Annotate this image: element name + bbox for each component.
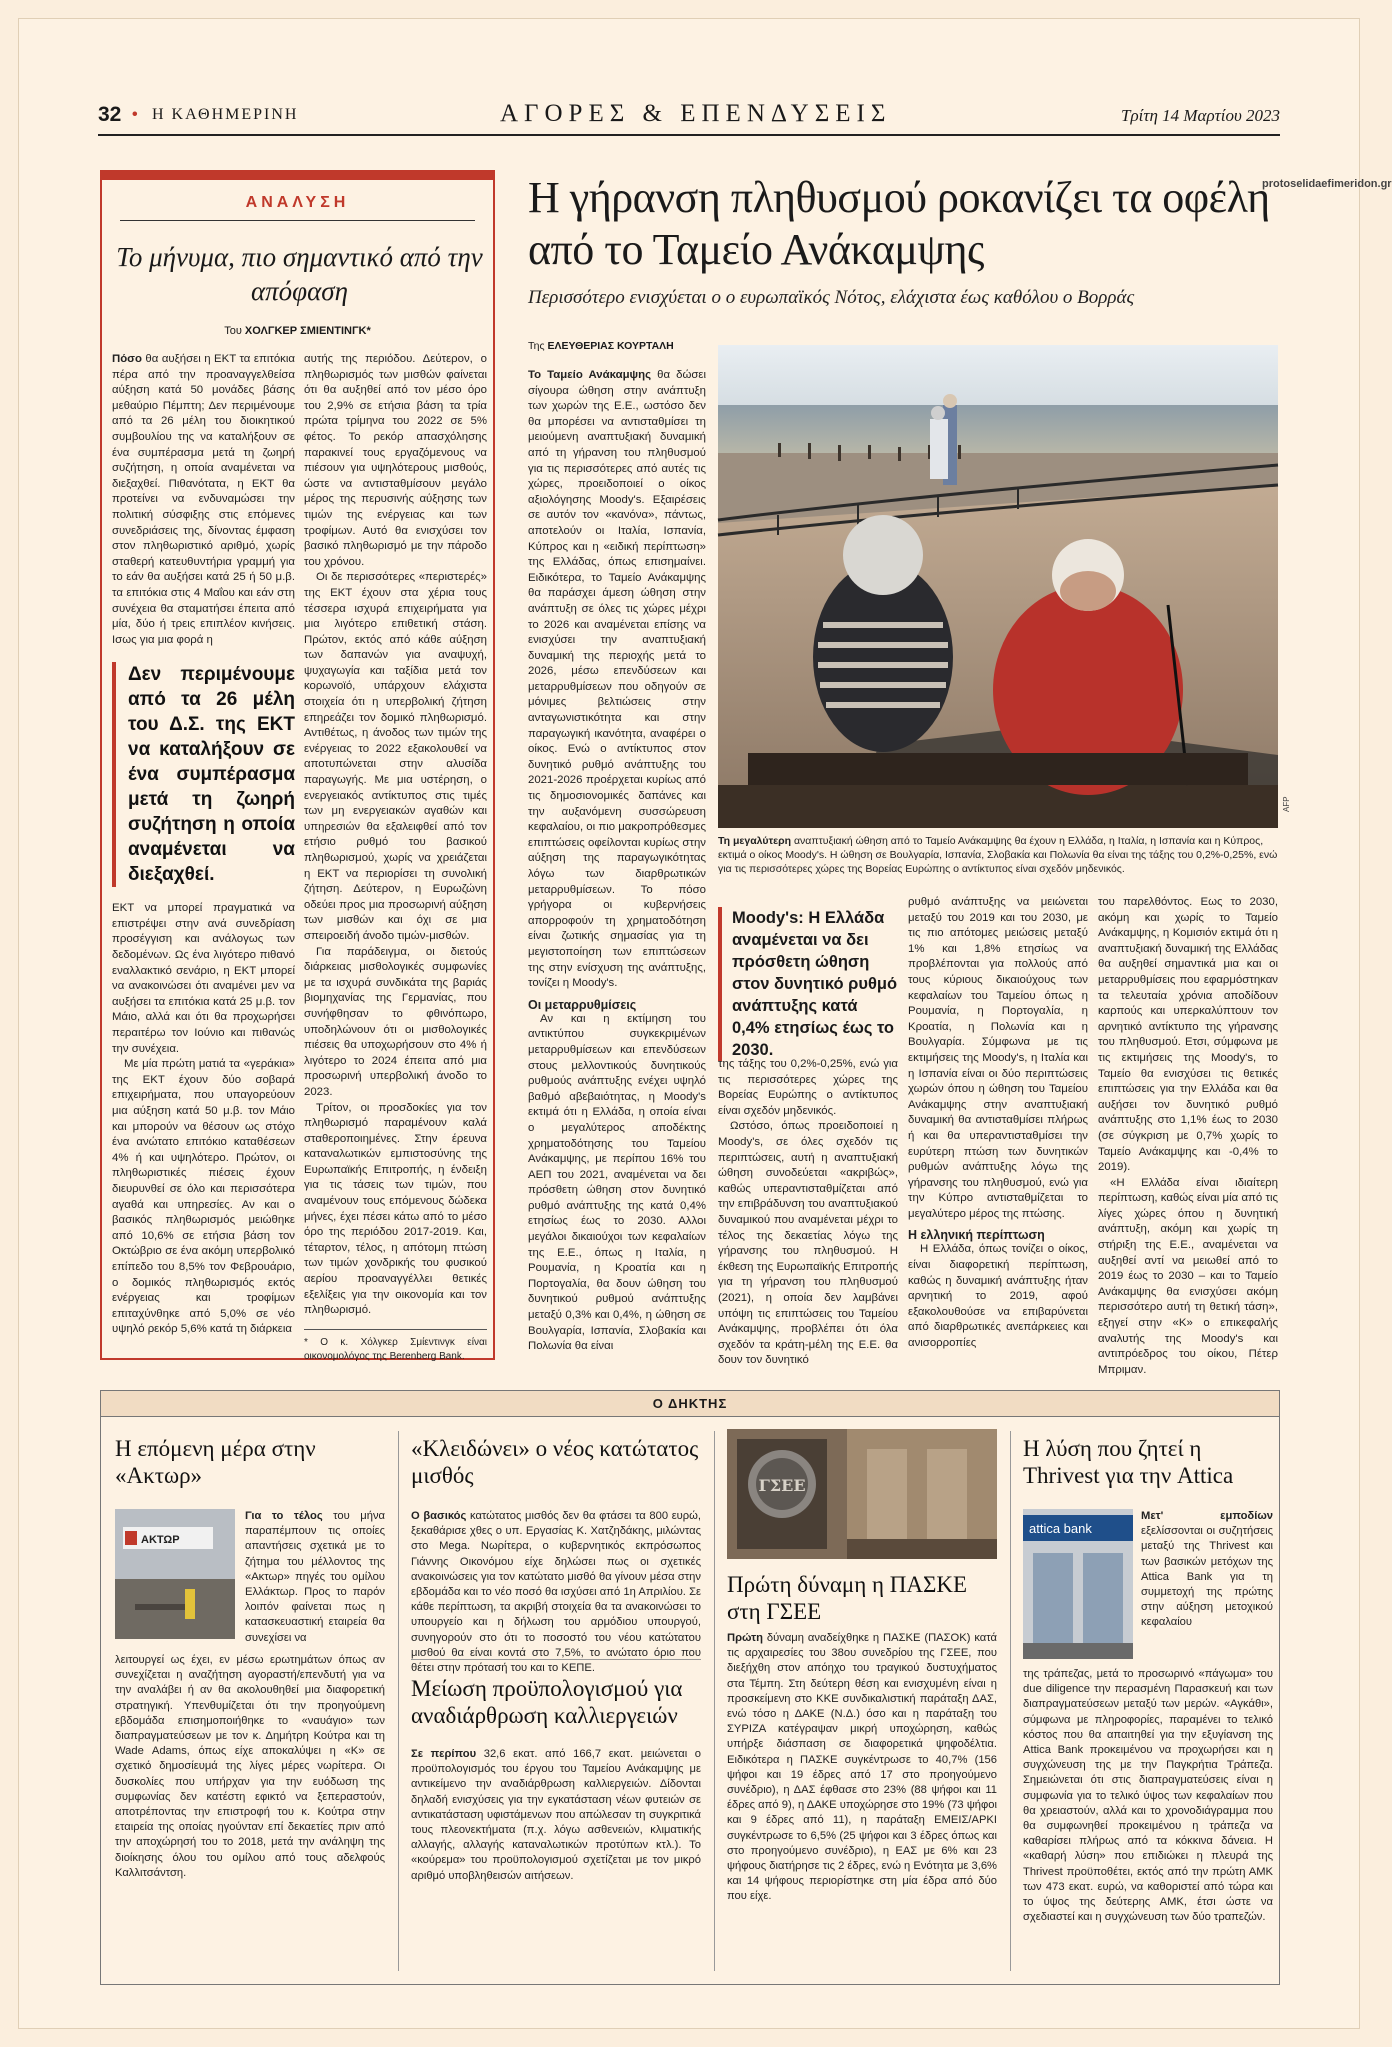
brief-attica-title: Η λύση που ζητεί η Thrivest για την Attica: [1023, 1436, 1234, 1488]
gsee-sign-text: ΓΣΕΕ: [758, 1476, 806, 1495]
analysis-lead: Πόσο: [112, 353, 142, 365]
source-watermark: protoselidaefimeridon.gr: [1262, 178, 1392, 190]
main-col-4: [1098, 895, 1278, 1378]
aktor-photo-image: [115, 1509, 235, 1639]
analysis-kicker: ΑΝΑΛΥΣΗ: [245, 194, 350, 211]
analysis-p4: αυτής της περιόδου. Δεύτερον, ο πληθωρισμός των μισθών φαίνεται ότι θα αυξηθεί από τον μέσο όρο του 2,9% σε ετήσια βάση τα τρία πρώτα τρίμηνα του 2022 σε 5% φέτος. Το ρεκόρ απασχόλησης παρακινεί τους εργαζόμενους να πιέσουν για υψηλότερους μισθούς, ώστε να αντισταθμίσουν μεγάλο μέρος της περυσινής αύξησης των τιμών της ενέργειας και των τροφίμων. Αυτό θα ενισχύσει τον βασικό πληθωρισμό με την πάροδο του χρόνου.: [304, 353, 487, 568]
analysis-title: Το μήνυμα, πιο σημαντικό από την απόφαση: [116, 242, 483, 306]
subhead-reforms: Οι μεταρρυθμίσεις: [528, 997, 637, 1012]
attica-logo: attica bank: [1029, 1521, 1092, 1536]
byline-prefix: Της: [528, 340, 548, 352]
brief-aktor-text-b: λειτουργεί ως έχει, εν μέσω ερωτημάτων όπως αν συνεχίζεται η αναζήτηση αγοραστή/επενδυτή για να την αναλάβει ή αν θα ακολουθηθεί μια διαφορετική στρατηγική. Υπενθυμίζεται ότι την προηγούμενη εβδομάδα επισημοποιήθηκε το «ναυάγιο» των διαπραγματεύσεων με τον κ. Δημήτρη Κούτρα και τη Wade Adams, όπως είχε αποκαλύψει η «Κ» σε σχετικό δημοσίευμά της λίγες μέρες νωρίτερα. Οι δυσκολίες που υπήρχαν για την ευόδωση της συμφωνίας δεν κατέστη εφικτό να ξεπεραστούν, αποτρέποντας την επιστροφή του κ. Κούτρα στην εταιρεία της οποίας ηγούνταν επί δεκαετίες πριν από την αποχώρησή του το 2018, μετά την ανάληψη της διοίκησης όλου του ομίλου από τους αδελφούς Καλλιτσάντση.: [115, 1654, 385, 1879]
main-col-2: [718, 1057, 898, 1369]
analysis-p7: Τρίτον, οι προσδοκίες για τον πληθωρισμό παραμένουν καλά σταθεροποιημένες. Στην έρευνα καταναλωτικών εμπιστοσύνης της Ευρωπαϊκής Επιτροπής, η ένδειξη για τις τάσεις των τιμών, που αναμένουν τους επόμενους δώδεκα μήνες, έχει πέσει κάτω από το μέσο όρο της περιόδου 2017-2019. Και, τέταρτον, τέλος, η απότομη πτώση των τιμών χονδρικής του φυσικού αερίου προαναγγέλλει θετικές εξελίξεις για την οικονομία και τον πληθωρισμό.: [304, 1101, 487, 1317]
header-bullet: •: [132, 106, 138, 123]
attica-photo: [1023, 1509, 1133, 1659]
byline-author: ΕΛΕΥΘΕΡΙΑΣ ΚΟΥΡΤΑΛΗ: [547, 340, 674, 352]
photo-credit: AFP: [1282, 796, 1291, 812]
analysis-col-1: [112, 352, 295, 1338]
brief-gsee-body: δύναμη αναδείχθηκε η ΠΑΣΚΕ (ΠΑΣΟΚ) κατά τις αρχαιρεσίες του 38ου συνεδρίου της ΓΣΕΕ, που διεξήχθη στον απόηχο του τραγικού δυστυχήματος στα Τέμπη. Στη δεύτερη θέση και ενισχυμένη είναι η προσκείμενη στο ΚΚΕ συνδικαλιστική παράταξη ΔΑΣ, ενώ τόσο η ΔΑΚΕ (Ν.Δ.) όσο και η παράταξη του ΣΥΡΙΖΑ κατέγραψαν μικρή υποχώρηση, καθώς υπήρξε διάσπαση σε διαφορετικά ψηφοδέλτια. Ειδικότερα η ΠΑΣΚΕ συγκέντρωσε το 40,7% (156 ψήφοι και 19 έδρες από 17 στο προηγούμενο συνέδριο), η ΔΑΣ έφθασε στο 23% (88 ψήφοι και 11 έδρες από 9), η ΔΑΚΕ υποχώρησε στο 19% (73 ψήφοι και 9 έδρες από 11), η παράταξη ΕΜΕΙΣ/ΑΡΚΙ συγκέντρωσε το 6,5% (25 ψήφοι και 3 έδρες όπως και στο προηγούμενο συνέδριο), η ΕΑΣ με 6% και 23 ψήφους διατήρησε τις 2 έδρες, ενώ η Ενότητα με 3,6% και 14 ψήφους περιορίστηκε στη μία έδρα από δύο που είχε.: [727, 1632, 998, 1903]
analysis-p1: θα αυξήσει η ΕΚΤ τα επιτόκια πέρα από την προαναγγελθείσα αύξηση κατά 50 μονάδες βάσης μεθαύριο Πέμπτη; Δεν περιμένουμε από τα 26 μέλη του διοικητικού συμβουλίου της να καταλήξουν σε ένα συμπέρασμα μετά τη ζωηρή συζήτηση, η οποία αναμένεται να διεξαχθεί. Πιθανότατα, η ΕΚΤ θα προτείνει να ενδυναμώσει την πολιτική σύσφιξης στις επόμενες συνεδριάσεις της, δίνοντας έμφαση στον πληθωριστικό αριθμό, χωρίς σταθερή κατευθυντήρια γραμμή για το εάν θα αυξήσει κατά 25 ή 50 μ.β. τα επιτόκια στις 4 Μαΐου και εάν στη συνέχεια θα σταματήσει έπειτα από μία, δύο ή τρεις επιπλέον κινήσεις. Ισως για μια φορά η: [112, 353, 295, 646]
section-title: ΑΓΟΡΕΣ & ΕΠΕΝΔΥΣΕΙΣ: [500, 100, 892, 127]
brief-wage-text: [411, 1509, 701, 1676]
attica-photo-image: [1023, 1509, 1133, 1659]
analysis-p3: Με μία πρώτη ματιά τα «γεράκια» της ΕΚΤ έχουν δύο σοβαρά επιχειρήματα, που υπαγορεύουν μια αύξηση κατά 50 μ.β. τον Μάιο και μπορούν να θέσουν ως στόχο ένα ανώτατο επιτόκιο καταθέσεων 4% ή και υψηλότερο. Πρώτον, οι πληθωριστικές πιέσεις έχουν διευρυνθεί σε όλο και περισσότερα αγαθά και υπηρεσίες. Αν και ο βασικός πληθωρισμός μειώθηκε από 10,6% σε ετήσια βάση τον Οκτώβριο σε ένα ακόμη υπερβολικό επίπεδο του 8,5% τον Φεβρουάριο, ο δομικός πληθωρισμός εκτός ενέργειας και τροφίμων επιταχύνθηκε από 5,0% σε νέο υψηλό ρεκόρ 5,6% κατά τη διάρκεια: [112, 1058, 295, 1336]
analysis-p5: Οι δε περισσότερες «περιστερές» της ΕΚΤ έχουν στα χέρια τους τέσσερα ισχυρά επιχειρήματα για μια λιγότερο επιθετική στάση. Πρώτον, εκτός από κάθε αύξηση των δαπανών για αναψυχή, ψυχαγωγία και ταξίδια μετά τον κορωνοϊό, υπάρχουν ελάχιστα στοιχεία ότι η υπερβολική ζήτηση επηρεάζει τον δομικό πληθωρισμό. Αντιθέτως, η άνοδος των τιμών της ενέργειας το 2022 εξακολουθεί να αποτυπώνεται στην αλυσίδα παραγωγής. Με μια υστέρηση, ο ενεργειακός αντίκτυπος στις τιμές των μη ενεργειακών αγαθών και υπηρεσιών θα εξαλειφθεί από τον ετήσιο ρυθμό του βασικού πληθωρισμού, χωρίς να χρειάζεται η ΕΚΤ να περιορίσει τη συνολική ζήτηση. Δεύτερον, η Ευρωζώνη οδεύει προς μια προσωρινή αύξηση των μισθών και όχι σε μια σπειροειδή άνοδο τιμών-μισθών.: [304, 571, 487, 942]
main-p8: «Η Ελλάδα είναι ιδιαίτερη περίπτωση, καθώς είναι μία από τις λίγες χώρες όπου η δυνητική ανάπτυξη, ακόμη και χωρίς τη στήριξη της Ε.Ε., αναμένεται να αυξηθεί αντί να μειωθεί από το 2019 έως το 2030 – και το Ταμείο Ανάκαμψης θα ενισχύσει ακόμη περισσότερο αυτή τη θετική τάση», εξηγεί στην «Κ» ο επικεφαλής αναλυτής της Moody's και αντιπρόεδρος του οίκου, Πέτερ Μπριμαν.: [1098, 1176, 1278, 1376]
brief-gsee-title: Πρώτη δύναμη η ΠΑΣΚΕ στη ΓΣΕΕ: [727, 1572, 968, 1624]
brief-aktor-title: Η επόμενη μέρα στην «Ακτωρ»: [115, 1436, 316, 1488]
brief-attica-text-a: [1141, 1509, 1273, 1631]
analysis-pull-quote: Δεν περιμένουμε από τα 26 μέλη του Δ.Σ. της ΕΚΤ να καταλήξουν σε ένα συμπέρασμα μετά τη ζωηρή συζήτηση η οποία αναμένεται να διεξαχθεί.: [112, 662, 295, 887]
main-lead: Το Ταμείο Ανάκαμψης: [528, 369, 652, 381]
main-p2: Αν και η εκτίμηση του αντικτύπου συγκεκριμένων μεταρρυθμίσεων και επενδύσεων στους μελλοντικούς δυνητικούς ρυθμούς ανάπτυξης ενέχει υψηλό βαθμό αβεβαιότητας, η Moody's εκτιμά ότι η Ελλάδα, η οποία είναι ο μεγαλύτερος αποδέκτης χρηματοδότησης του Ταμείου Ανάκαμψης, με περίπου 16% του ΑΕΠ του 2021, αναμένεται να δει πρόσθετη ώθηση στον δυνητικό ρυθμό ανάπτυξης της κατά 0,4% ετησίως έως το 2030. Αλλοι μεγάλοι δικαιούχοι των κεφαλαίων της Ε.Ε., όπως η Ιταλία, η Ρουμανία, η Κροατία και η Πορτογαλία, θα δουν ώθηση του δυνητικού ρυθμού ανάπτυξης μεταξύ 0,3% και 0,4%, η ώθηση σε Βουλγαρία, Ισπανία, Σλοβακία και Πολωνία θα είναι: [528, 1012, 706, 1353]
aktor-logo: ΑΚΤΩΡ: [141, 1534, 180, 1546]
main-col-3: [908, 895, 1088, 1352]
dektis-box: [100, 1390, 1280, 1985]
brief-aktor-lead: Για το τέλος: [245, 1510, 323, 1522]
brief-wage-body: κατώτατος μισθός δεν θα φτάσει τα 800 ευρώ, ξεκαθάρισε χθες ο υπ. Εργασίας Κ. Χατζηδάκης, μιλώντας στο Mega. Νωρίτερα, ο κυβερνητικός εκπρόσωπος Γιάννης Οικονόμου είχε δηλώσει πως οι σχετικές ανακοινώσεις για τον κατώτατο μισθό θα γίνουν μέσα στην εβδομάδα και το νέο ποσό θα ισχύσει από 1η Απριλίου. Σε κάθε περίπτωση, τα ακριβή στοιχεία θα τα ανακοινώσει το υπουργείο και η δήλωση του αρμόδιου υπουργού, συνηγορούν στο ότι το ποσοστό του νέου κατώτατου μισθού θα είναι κοντά στο 7,5%, το ανώτατο όριο που θέτει στην πρότασή του και το ΚΕΠΕ.: [411, 1510, 702, 1675]
caption-text: αναπτυξιακή ώθηση από το Ταμείο Ανάκαμψης θα έχουν η Ελλάδα, η Ιταλία, η Ισπανία και η Κύπρος, εκτιμά ο οίκος Moody's. Η ώθηση σε Βουλγαρία, Ισπανία, Σλοβακία και Πολωνία θα είναι της τάξης του 0,2%-0,25%, ενώ για τις περισσότερες χώρες της Βορείας Ευρώπης ο αντίκτυπος είναι σχεδόν μηδενικός.: [718, 835, 1278, 875]
main-pull-quote: Moody's: Η Ελλάδα αναμένεται να δει πρόσθετη ώθηση στον δυνητικό ρυθμό ανάπτυξης κατά 0,4% ετησίως έως το 2030.: [718, 907, 898, 1061]
gsee-photo-image: [727, 1429, 997, 1559]
main-p6: Η Ελλάδα, όπως τονίζει ο οίκος, είναι διαφορετική περίπτωση, καθώς η δυναμική ανάπτυξης ήταν αρνητική το 2019, αφού εξακολουθούσε να επιβαρύνεται από διαρθρωτικές ανεπάρκειες και ανισορροπίες: [908, 1243, 1088, 1350]
brief-gsee-lead: Πρώτη: [727, 1632, 763, 1644]
analysis-footnote: * Ο κ. Χόλγκερ Σμίεντινγκ είναι οικονομολόγος της Berenberg Bank.: [304, 1336, 487, 1362]
analysis-p2: ΕΚΤ να μπορεί πραγματικά να επιστρέψει στην ανά συνεδρίαση προσέγγιση και ανάλογως των δεδομένων. Ως ένα λιγότερο πιθανό εναλλακτικό σενάριο, η ΕΚΤ μπορεί να ανακοινώσει ότι αναμένει μεν να αυξήσει τα επιτόκια κατά 25 μ.β. τον Μάιο, αλλά και ότι θα προχωρήσει περαιτέρω τον Ιούνιο και πιθανώς την συνέχεια.: [112, 902, 295, 1055]
main-p4: Ωστόσο, όπως προειδοποιεί η Moody's, σε όλες σχεδόν τις περιπτώσεις, αυτή η αναπτυξιακή ώθηση συνοδεύεται «ακριβώς», καθώς υπεραντισταθμίζεται από την επιβράδυνση του αναπτυξιακού δυναμικού που αναμένεται μέχρι το τέλος της δεκαετίας λόγω της γήρανσης του πληθυσμού. Η έκθεση της Ευρωπαϊκής Επιτροπής για τη γήρανση του πληθυσμού (2021), η οποία δεν λαμβάνει υπόψη τις επιπτώσεις του Ταμείου Ανάκαμψης, προβλέπει ότι όλα σχεδόν τα κράτη-μέλη της Ε.Ε. θα δουν τον δυνητικό: [718, 1120, 898, 1367]
dektis-divider-1: [398, 1431, 399, 1971]
byline-author: ΧΟΛΓΚΕΡ ΣΜΙΕΝΤΙΝΓΚ*: [244, 325, 371, 337]
footnote-rule: [304, 1329, 487, 1330]
brief-wage-title: «Κλειδώνει» ο νέος κατώτατος μισθός: [411, 1436, 699, 1488]
main-p1: θα δώσει σίγουρα ώθηση στην ανάπτυξη των χωρών της Ε.Ε., ωστόσο δεν θα μπορέσει να αντισταθμίσει τη μειούμενη αναπτυξιακή δυναμική από τη γήρανση του πληθυσμού για τις περισσότερες από αυτές τις χώρες, προειδοποιεί ο οίκος αξιολόγησης Moody's. Εξαιρέσεις σε αυτόν τον «κανόνα», πάντως, αποτελούν οι Ιταλία, Ισπανία, Κύπρος και η «ειδική περίπτωση» της Ελλάδας, όπως επισημαίνει. Ειδικότερα, το Ταμείο Ανάκαμψης θα παράσχει άμεση ώθηση στην ανάπτυξη σε όλες τις χώρες μέχρι το 2026 και αναμένεται επίσης να ενισχύσει την αναπτυξιακή δυναμική της περιοχής μετά το 2026, μέσω επενδύσεων και μεταρρυθμίσεων που οδηγούν σε μόνιμες βελτιώσεις στην ανταγωνιστικότητα και στην παραγωγική ικανότητα, αναφέρει ο οίκος. Ενώ ο αντίκτυπος στον δυνητικό ρυθμό ανάπτυξης του 2021-2026 προέρχεται κυρίως από τις δημοσιονομικές δαπάνες και την αυξανόμενη συσσώρευση κεφαλαίου, οι πιο μακροπρόθεσμες επιπτώσεις οφείλονται κυρίως στην αύξηση της παραγωγικότητας λόγω των διαρθρωτικών μεταρρυθμίσεων. Το πόσο γρήγορα οι κυβερνήσεις απορροφούν τη χρηματοδότηση είναι ζωτικής σημασίας για τη μεγιστοποίηση των επιπτώσεων της στην ενίσχυση της ανάπτυξης, τονίζει η Moody's.: [528, 369, 707, 990]
brief-aktor-body-a: του μήνα παραπέμπουν τις οποίες απαντήσεις σχετικά με το ζήτημα του μέλλοντος της «Ακτωρ» πηγές του ομίλου Ελλάκτωρ. Προς το παρόν λοιπόν φαίνεται πως η κατασκευαστική εταιρεία θα συνεχίσει να: [245, 1510, 385, 1644]
byline-prefix: Του: [224, 325, 245, 337]
dektis-divider-3: [1010, 1431, 1011, 1971]
issue-date: Τρίτη 14 Μαρτίου 2023: [1121, 106, 1280, 125]
seniors-photo: [718, 345, 1278, 828]
dektis-divider-2: [714, 1431, 715, 1971]
gsee-photo: [727, 1429, 997, 1559]
photo-caption: [718, 834, 1278, 876]
brief-aktor-text-a: [245, 1509, 385, 1646]
page-number: 32: [98, 103, 122, 126]
brief-gsee-text: [727, 1631, 997, 1905]
aktor-photo: [115, 1509, 235, 1639]
brief-attica-lead: Μετ' εμποδίων: [1141, 1510, 1273, 1522]
analysis-col-2: [304, 352, 487, 1364]
main-p5: ρυθμό ανάπτυξης να μειώνεται μεταξύ του 2019 και του 2030, με τις πιο απότομες μειώσεις μεταξύ 1% και 1,8% ετησίως να προβλέπονται για πολλούς από τους κύριους δικαιούχους των κεφαλαίων του Ταμείου όπως η Ρουμανία, η Πορτογαλία, η Κροατία, η Πολωνία και η Βουλγαρία. Σύμφωνα με τις εκτιμήσεις της Moody's, η Ιταλία και η Ισπανία είναι οι δύο περιπτώσεις χωρών όπου η ώθηση του Ταμείου Ανάκαμψης στην αναπτυξιακή δυναμική θα αντισταθμίσει πλήρως ή και θα υπεραντισταθμίσει την ευρύτερη πτώση των δυνητικών ρυθμών ανάπτυξης λόγω της γήρανσης του πληθυσμού, ενώ για την Κύπρο αντισταθμίζεται το μεγαλύτερο μέρος της πτώσης.: [908, 896, 1088, 1220]
header-rule: [98, 134, 1280, 136]
analysis-p6: Για παράδειγμα, οι διετούς διάρκειας μισθολογικές συμφωνίες με τα ισχυρά συνδικάτα της βαριάς βιομηχανίας της Γερμανίας, που συνήφθησαν το φθινόπωρο, υποδηλώνουν ότι οι μισθολογικές πιέσεις θα υποχωρήσουν στο 4% ή λιγότερο το 2024 έπειτα από μια προσωρινή υπερβολική άνοδο το 2023.: [304, 945, 487, 1098]
brief-attica-body-a: εξελίσσονται οι συζητήσεις μεταξύ της Thrivest και των βασικών μετόχων της Attica Bank για τη συμμετοχή της πρώτης στην αύξηση μετοχικού κεφαλαίου: [1141, 1525, 1273, 1629]
brief-crops-body: 32,6 εκατ. από 166,7 εκατ. μειώνεται ο προϋπολογισμός του έργου του Ταμείου Ανάκαμψης με αντικείμενο την αναδιάρθρωση καλλιεργειών. Δίδονται δηλαδή ενισχύσεις για την εγκατάσταση νέων φυτειών σε αντικατάσταση υφιστάμενων που απώλεσαν τη συγκριτικά τους πλεονεκτήματα (π.χ. λόγω ασθενειών, κλιματικής αλλαγής, αλλαγής καταναλωτικών προτύπων κτλ.). Το «κούρεμα» του προϋπολογισμού σχετίζεται με τον μικρό αριθμό υποβληθεισών αιτήσεων.: [411, 1748, 701, 1882]
dektis-header: Ο ΔΗΚΤΗΣ: [101, 1391, 1279, 1417]
kicker-rule: [120, 220, 475, 221]
newspaper-name: Η ΚΑΘΗΜΕΡΙΝΗ: [152, 106, 299, 123]
brief-wage-lead: Ο βασικός: [411, 1510, 467, 1522]
dektis-hrule: [411, 1659, 701, 1660]
main-col-1: [528, 368, 706, 1355]
main-p3: της τάξης του 0,2%-0,25%, ενώ για τις περισσότερες χώρες της Βορείας Ευρώπης ο αντίκτυπος είναι σχεδόν μηδενικός.: [718, 1058, 898, 1117]
analysis-byline: [102, 325, 493, 337]
main-p7: του παρελθόντος. Εως το 2030, ακόμη και χωρίς το Ταμείο Ανάκαμψης, η Κομισιόν εκτιμά ότι η αναπτυξιακή δυναμική της Ελλάδας θα αυξηθεί σημαντικά μια και οι μεταρρυθμίσεις που εφαρμόστηκαν τα τελευταία χρόνια αποδίδουν καρπούς και υπερκαλύπτουν τον αρνητικό αντίκτυπο της γήρανσης του πληθυσμού. Ετσι, σύμφωνα με τις εκτιμήσεις της Moody's, το Ταμείο θα ενισχύσει τις θετικές επιπτώσεις για την Ελλάδα και θα αυξήσει τον δυνητικό ρυθμό ανάπτυξης στο 1,1% έως το 2030 (σε σύγκριση με 0,7% χωρίς το Ταμείο Ανάκαμψης και -0,4% το 2019).: [1098, 896, 1278, 1174]
brief-crops-lead: Σε περίπου: [411, 1748, 477, 1760]
brief-crops-title: Μείωση προϋπολογισμού για αναδιάρθρωση καλλιεργειών: [411, 1676, 683, 1728]
main-headline: Η γήρανση πληθυσμού ροκανίζει τα οφέλη από το Ταμείο Ανάκαμψης: [528, 173, 1270, 274]
main-byline: [528, 340, 674, 352]
subhead-greek-case: Η ελληνική περίπτωση: [908, 1228, 1045, 1243]
analysis-box: [100, 170, 495, 1360]
seniors-photo-image: [718, 345, 1278, 828]
brief-crops-text: [411, 1747, 701, 1884]
caption-lead: Τη μεγαλύτερη: [718, 835, 792, 847]
brief-attica-text-b: της τράπεζας, μετά το προσωρινό «πάγωμα» του due diligence την περασμένη Παρασκευή και των διαπραγματεύσεων μεταξύ των μερών. «Αγκάθι», σύμφωνα με πληροφορίες, παραμένει το τελικό κόστος που θα απαιτηθεί για την εξυγίανση της Attica Bank προκειμένου να προχωρήσει και η συγχώνευση της με την Παγκρήτια Τράπεζα. Σημειώνεται ότι στις διαπραγματεύσεις είναι η συμφωνία για το τελικό ύψος των κεφαλαίων που θα χρειαστούν, αλλά και το χρονοδιάγραμμα που θα συμφωνηθεί προκειμένου η τράπεζα να καθαρίσει πλήρως από τα κόκκινα δάνεια. Η «καθαρή λύση» που επιδιώκει η πλευρά της Thrivest προϋποθέτει, εκτός από την πρώτη ΑΜΚ των 473 εκατ. ευρώ, να καθοριστεί από τώρα και το ύψος της δεύτερης ΑΜΚ, έτσι ώστε να σχεδιαστεί και η συγχώνευση των δύο τραπεζών.: [1023, 1668, 1273, 1924]
main-subtitle: Περισσότερο ενισχύεται ο ο ευρωπαϊκός Νότος, ελάχιστα έως καθόλου ο Βορράς: [528, 287, 1135, 308]
